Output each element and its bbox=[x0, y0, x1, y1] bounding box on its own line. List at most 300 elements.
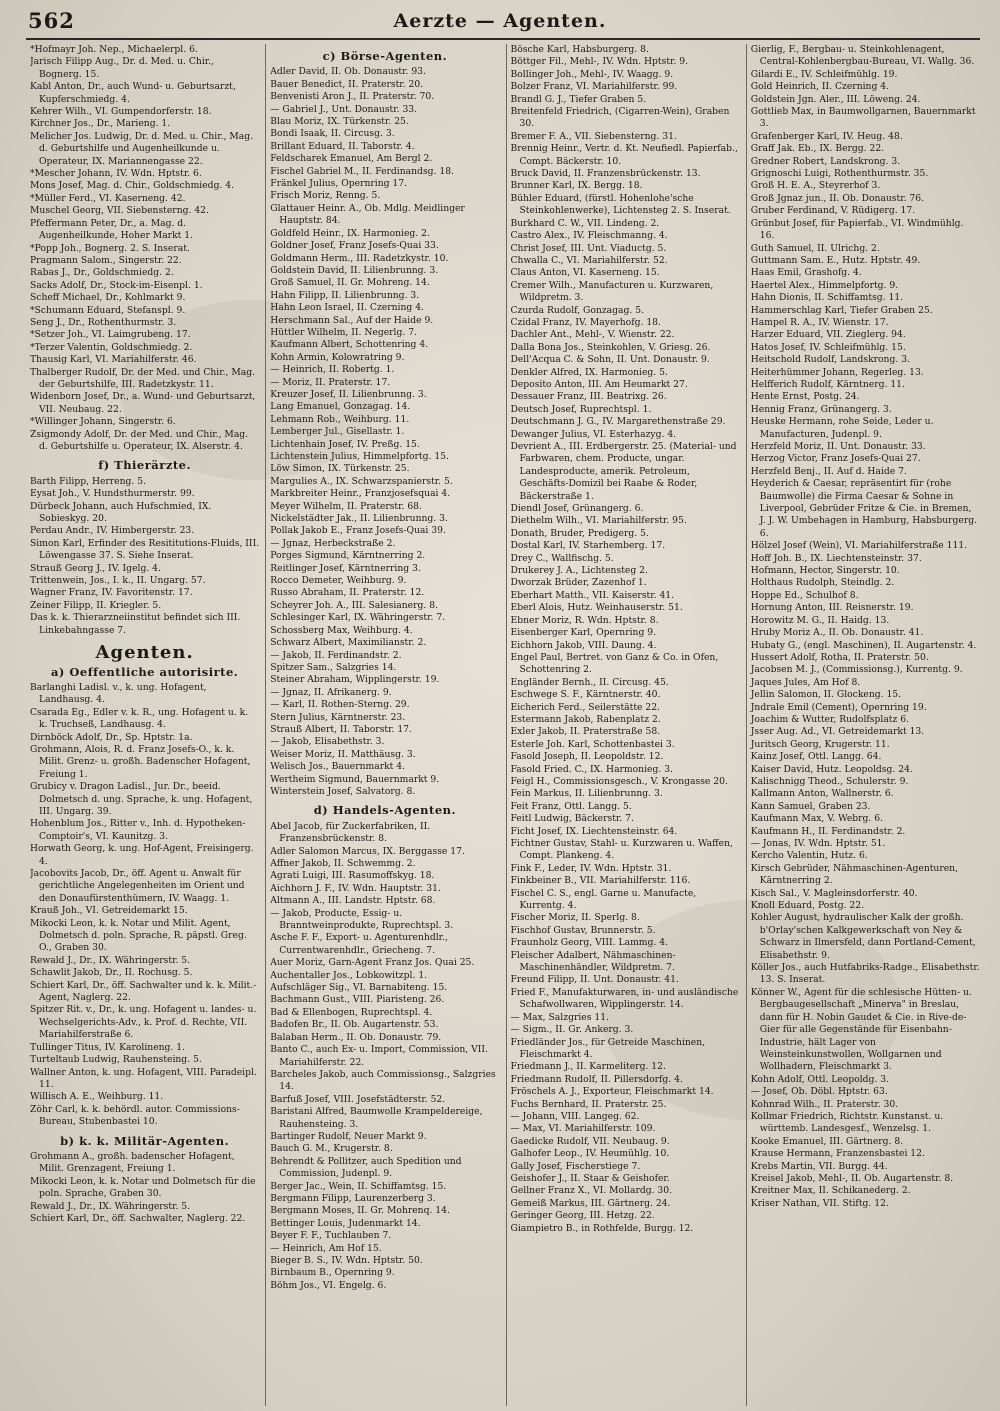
directory-entry: Feigl H., Commissionsgesch., V. Krongasse 20. bbox=[510, 775, 728, 787]
directory-entry: Bad & Ellenbogen, Ruprechtspl. 4. bbox=[270, 1006, 433, 1018]
directory-entry: Eysat Joh., V. Hundsthurmerstr. 99. bbox=[30, 488, 195, 500]
directory-entry: Behrendt & Pollitzer, auch Spedition und Commission, Judenpl. 9. bbox=[270, 1155, 462, 1180]
directory-entry: Jarisch Filipp Aug., Dr. d. Med. u. Chir., Bognerg. 15. bbox=[30, 56, 214, 80]
directory-entry: Böhm Jos., VI. Engelg. 6. bbox=[270, 1279, 387, 1291]
directory-entry: Goldstein David, II. Lilienbrunng. 3. bbox=[270, 264, 439, 276]
directory-entry: Nickelstädter Jak., II. Lilienbrunng. 3. bbox=[270, 513, 448, 525]
directory-entry: Kaufmann Albert, Schottenring 4. bbox=[270, 339, 429, 351]
directory-entry: Kann Samuel, Graben 23. bbox=[750, 800, 871, 812]
directory-entry: Benvenisti Aron J., II. Praterstr. 70. bbox=[270, 91, 435, 103]
directory-entry: Goldner Josef, Franz Josefs-Quai 33. bbox=[270, 240, 439, 252]
directory-entry: — Josef, Ob. Döbl. Hptstr. 63. bbox=[750, 1086, 888, 1098]
directory-entry: Giampietro B., in Rothfelde, Burgg. 12. bbox=[510, 1222, 694, 1234]
directory-entry: Barcheles Jakob, auch Commissionsg., Salzgries 14. bbox=[270, 1068, 496, 1093]
directory-entry: Kreuzer Josef, II. Lilienbrunng. 3. bbox=[270, 388, 427, 400]
section-heading: c) Börse-Agenten. bbox=[322, 49, 448, 63]
directory-entry: Eschwege S. F., Kärntnerstr. 40. bbox=[510, 689, 661, 701]
directory-entry: Kreitner Max, II. Schikanederg. 2. bbox=[750, 1185, 911, 1197]
directory-entry: Scheyrer Joh. A., III. Salesianerg. 8. bbox=[270, 599, 438, 611]
directory-entry: Simon Karl, Erfinder des Resititutions-Fluids, III. Löwengasse 37. S. Siehe Inserat. bbox=[30, 537, 260, 562]
directory-entry: Geishofer J., II. Staar & Geishofer. bbox=[510, 1172, 670, 1184]
directory-entry: Widenborn Josef, Dr., a. Wund- und Geburtsarzt, VII. Neubaug. 22. bbox=[30, 391, 256, 415]
directory-entry: Berger Jac., Wein, II. Schiffamtsg. 15. bbox=[270, 1180, 447, 1192]
directory-entry: Csarada Eg., Edler v. k. R., ung. Hofagent u. k. k. Truchseß, Landhausg. 4. bbox=[30, 706, 249, 731]
directory-entry: Bieger B. S., IV. Wdn. Hptstr. 50. bbox=[270, 1255, 423, 1266]
directory-entry: — Johann, VIII. Langeg. 62. bbox=[510, 1110, 640, 1122]
directory-entry: Jndrale Emil (Cement), Opernring 19. bbox=[750, 701, 927, 713]
directory-entry: Schiert Karl, Dr., öff. Sachwalter, Naglerg. 22. bbox=[30, 1212, 246, 1224]
directory-entry: Grohmann A., großh. badenscher Hofagent, Milit. Grenzagent, Freiung 1. bbox=[30, 1150, 235, 1175]
directory-entry: Grohmann, Alois, R. d. Franz Josefs-O., k. k. Milit. Grenz- u. großh. Badenscher Hofagent, Freiung 1. bbox=[30, 743, 251, 780]
directory-entry: Lemberger Jul., Gisellastr. 1. bbox=[270, 426, 405, 438]
directory-entry: Wagner Franz, IV. Favoritenstr. 17. bbox=[30, 587, 193, 599]
directory-entry: Kainz Josef, Ottl. Langg. 64. bbox=[750, 751, 882, 763]
directory-entry: Dworzak Brüder, Zazenhof 1. bbox=[510, 577, 647, 589]
directory-entry: Fischel Gabriel M., II. Ferdinandsg. 18. bbox=[270, 165, 454, 177]
directory-entry: Eisenberger Karl, Opernring 9. bbox=[510, 627, 657, 639]
directory-entry: *Popp Joh., Bognerg. 2. S. Inserat. bbox=[30, 242, 190, 254]
section-heading: a) Oeffentliche autorisirte. bbox=[50, 664, 239, 679]
directory-entry: Fichtner Gustav, Stahl- u. Kurzwaren u. Waffen, Compt. Plankeng. 4. bbox=[510, 838, 733, 862]
directory-entry: Schossberg Max, Weihburg. 4. bbox=[270, 624, 413, 636]
directory-entry: — Heinrich, Am Hof 15. bbox=[270, 1242, 382, 1254]
directory-entry: Abel Jacob, für Zuckerfabriken, II. Franzensbrückenstr. 8. bbox=[270, 820, 431, 845]
directory-entry: Gierlig, F., Bergbau- u. Steinkohlenagent, Central-Kohlenbergbau-Bureau, VI. Wallg. 36. bbox=[750, 44, 975, 68]
directory-entry: Hofmann, Hector, Singerstr. 10. bbox=[750, 565, 900, 577]
directory-entry: — Karl, II. Rothen-Sterng. 29. bbox=[270, 699, 410, 711]
directory-entry: Herzog Victor, Franz Josefs-Quai 27. bbox=[750, 453, 921, 465]
directory-entry: Hoff Joh. B., IX. Liechtensteinstr. 37. bbox=[750, 552, 922, 564]
directory-entry: Spitzer Rit. v., Dr., k. ung. Hofagent u. landes- u. Wechselgerichts-Adv., k. Prof. d. Rechte, VII. Mariahilferstraße 6. bbox=[30, 1004, 257, 1041]
directory-entry: *Schumann Eduard, Stefanspl. 9. bbox=[30, 304, 186, 316]
directory-entry: Fischel C. S., engl. Garne u. Manufacte, Kurrentg. 4. bbox=[510, 887, 697, 912]
directory-entry: Steiner Abraham, Wipplingerstr. 19. bbox=[270, 674, 440, 686]
directory-entry: Krause Hermann, Franzensbastei 12. bbox=[750, 1148, 925, 1160]
directory-entry: Mikocki Leon, k. k. Notar und Milit. Agent, Dolmetsch d. poln. Sprache, R. päpstl. Greg. O., Graben 30. bbox=[30, 917, 247, 954]
directory-entry: Adler David, II. Ob. Donaustr. 93. bbox=[270, 66, 426, 78]
directory-entry: Kohn Adolf, Ottl. Leopoldg. 3. bbox=[750, 1073, 890, 1085]
directory-entry: *Setzer Joh., VI. Laimgrubeng. 17. bbox=[30, 329, 191, 341]
directory-entry: Eicherich Ferd., Seilerstätte 22. bbox=[510, 701, 660, 713]
directory-entry: Beyer F. F., Tuchlauben 7. bbox=[270, 1230, 392, 1242]
directory-entry: Fasold Fried. C., IX. Harmonieg. 3. bbox=[510, 763, 673, 775]
directory-entry: Dell'Acqua C. & Sohn, II. Unt. Donaustr. 9. bbox=[510, 354, 710, 366]
directory-entry: Harzer Eduard, VII. Zieglerg. 94. bbox=[750, 329, 906, 341]
header-rule bbox=[26, 38, 980, 40]
directory-entry: Chwalla C., VI. Mariahilferstr. 52. bbox=[510, 254, 668, 266]
directory-entry: Devrient A., III. Erdbergerstr. 25. (Material- und Farbwaren, chem. Producte, ungar. Landesproducte, amerik. Petroleum, Geschäfts-Domizil bei Raabe & Roder, Bäckerstraße 1. bbox=[510, 441, 737, 502]
directory-entry: Haertel Alex., Himmelpfortg. 9. bbox=[750, 279, 899, 291]
directory-entry: Engländer Bernh., II. Circusg. 45. bbox=[510, 676, 669, 688]
directory-entry: Bühler Eduard, (fürstl. Hohenlohe'sche Steinkohlenwerke), Lichtensteg 2. S. Inserat. bbox=[510, 192, 731, 217]
directory-entry: Rocco Demeter, Weihburg. 9. bbox=[270, 575, 407, 587]
directory-entry: — Max, VI. Mariahilferstr. 109. bbox=[510, 1123, 656, 1135]
directory-entry: Exler Jakob, II. Praterstraße 58. bbox=[510, 726, 661, 738]
directory-entry: Hahn Filipp, II. Lilienbrunng. 3. bbox=[270, 289, 420, 301]
directory-entry: Kohnrad Wilh., II. Praterstr. 30. bbox=[750, 1098, 899, 1110]
directory-entry: Diendl Josef, Grünangerg. 6. bbox=[510, 503, 644, 515]
directory-entry: Auchentaller Jos., Lobkowitzpl. 1. bbox=[270, 969, 428, 981]
directory-entry: Groß Samuel, II. Gr. Mohreng. 14. bbox=[270, 277, 430, 289]
directory-entry: — Jakob, II. Ferdinandstr. 2. bbox=[270, 649, 402, 661]
directory-entry: Banto C., auch Ex- u. Import, Commission, VII. Mariahilferstr. 22. bbox=[270, 1044, 488, 1068]
directory-entry: Hahn Dionis, II. Schiffamtsg. 11. bbox=[750, 292, 904, 304]
directory-entry: Czidal Franz, IV. Mayerhofg. 18. bbox=[510, 316, 661, 328]
directory-entry: Friedmann J., II. Karmeliterg. 12. bbox=[510, 1061, 666, 1073]
directory-entry: Guttmann Sam. E., Hutz. Hptstr. 49. bbox=[750, 254, 921, 266]
directory-entry: Fischhof Gustav, Brunnerstr. 5. bbox=[510, 924, 656, 936]
directory-entry: Rewald J., Dr., IX. Währingerstr. 5. bbox=[30, 1200, 191, 1212]
text-columns bbox=[30, 44, 980, 1406]
directory-entry: *Willinger Johann, Singerstr. 6. bbox=[30, 416, 176, 428]
directory-entry: *Hofmayr Joh. Nep., Michaelerpl. 6. bbox=[30, 44, 198, 55]
directory-entry: Kriser Nathan, VII. Stiftg. 12. bbox=[750, 1197, 889, 1209]
section-heading: d) Handels-Agenten. bbox=[313, 803, 457, 818]
directory-entry: Holthaus Rudolph, Steindlg. 2. bbox=[750, 577, 895, 589]
directory-entry: Glattauer Heinr. A., Ob. Mdlg. Meidlinger Hauptstr. 84. bbox=[270, 202, 465, 227]
directory-entry: Feldscharek Emanuel, Am Bergl 2. bbox=[270, 153, 433, 165]
directory-entry: Rabas J., Dr., Goldschmiedg. 2. bbox=[30, 267, 174, 279]
directory-entry: Fasold Joseph, II. Leopoldstr. 12. bbox=[510, 751, 664, 763]
directory-entry: Groß H. E. A., Steyrerhof 3. bbox=[750, 180, 881, 192]
directory-entry: Meyer Wilhelm, II. Praterstr. 68. bbox=[270, 500, 422, 512]
directory-entry: Dirnböck Adolf, Dr., Sp. Hptstr. 1a. bbox=[30, 731, 193, 743]
directory-entry: Bruck David, II. Franzensbrückenstr. 13. bbox=[510, 168, 701, 180]
directory-entry: *Müller Ferd., VI. Kaserneng. 42. bbox=[30, 192, 186, 204]
directory-entry: Diethelm Wilh., VI. Mariahilferstr. 95. bbox=[510, 515, 687, 527]
directory-entry: Bauer Benedict, II. Praterstr. 20. bbox=[270, 78, 424, 90]
directory-entry: Markbreiter Heinr., Franzjosefsquai 4. bbox=[270, 488, 451, 500]
directory-entry: Fried F., Manufakturwaren, in- und ausländische Schafwollwaren, Wipplingerstr. 14. bbox=[510, 986, 739, 1011]
directory-entry: Herzfeld Moriz, II. Unt. Donaustr. 33. bbox=[750, 441, 926, 452]
directory-entry: Löw Simon, IX. Türkenstr. 25. bbox=[270, 463, 410, 475]
directory-entry: Breitenfeld Friedrich, (Cigarren-Wein), Graben 30. bbox=[510, 106, 730, 130]
directory-entry: Kohler August, hydraulischer Kalk der großh. b'Orlay'schen Kalkgewerkschaft von Ney & Schwarz in Ilmersfeld, dann Portland-Cement, Elisabethstr. 9. bbox=[750, 912, 976, 961]
column-2 bbox=[265, 44, 499, 1406]
directory-entry: Bremer F. A., VII. Siebensterng. 31. bbox=[510, 130, 677, 142]
directory-entry: Hennig Franz, Grünangerg. 3. bbox=[750, 403, 892, 415]
directory-entry: Thalberger Rudolf, Dr. der Med. und Chir., Mag. der Geburtshilfe, III. Radetzkystr. 11. bbox=[30, 366, 256, 390]
directory-entry: Fuchs Bernhard, II. Praterstr. 25. bbox=[510, 1098, 667, 1110]
directory-entry: Esterle Joh. Karl, Schottenbastei 3. bbox=[510, 738, 675, 750]
directory-entry: Spitzer Sam., Salzgries 14. bbox=[270, 661, 397, 673]
directory-entry: Birnbaum B., Opernring 9. bbox=[270, 1267, 395, 1279]
directory-entry: Cremer Wilh., Manufacturen u. Kurzwaren, Wildpretm. 3. bbox=[510, 279, 714, 304]
directory-entry: Gredner Robert, Landskrong. 3. bbox=[750, 155, 901, 167]
directory-entry: Kirsch Gebrüder, Nähmaschinen-Agenturen, Kärntnerring 2. bbox=[750, 862, 959, 887]
directory-entry: Gemeiß Markus, III. Gärtnerg. 24. bbox=[510, 1197, 671, 1209]
directory-entry: Friedländer Jos., für Getreide Maschinen, Fleischmarkt 4. bbox=[510, 1036, 706, 1060]
directory-entry: Galhofer Leop., IV. Heumühlg. 10. bbox=[510, 1148, 670, 1160]
directory-entry: Zöhr Carl, k. k. behördl. autor. Commissions-Bureau, Stubenbastei 10. bbox=[30, 1103, 240, 1128]
directory-entry: Claus Anton, VI. Kaserneng. 15. bbox=[510, 267, 660, 279]
directory-entry: Kreisel Jakob, Mehl-, II. Ob. Augartenstr. 8. bbox=[750, 1172, 954, 1184]
directory-entry: Pollak Jakob E., Franz Josefs-Quai 39. bbox=[270, 525, 446, 537]
directory-entry: Goldmann Herm., III. Radetzkystr. 10. bbox=[270, 252, 449, 264]
directory-entry: Jacobovits Jacob, Dr., öff. Agent u. Anwalt für gerichtliche Angelegenheiten im Orient und den Donaufürstenthümern, IV. Waagg. 1. bbox=[30, 868, 245, 904]
directory-entry: Estermann Jakob, Rabenplatz 2. bbox=[510, 713, 661, 725]
directory-entry: — Sigm., II. Gr. Ankerg. 3. bbox=[510, 1024, 634, 1036]
directory-entry: Perdau Andr., IV. Himbergerstr. 23. bbox=[30, 525, 195, 537]
directory-entry: Schawlit Jakob, Dr., II. Rochusg. 5. bbox=[30, 967, 193, 979]
directory-entry: Hahn Leon Israel, II. Czerning 4. bbox=[270, 302, 424, 314]
section-heading: Agenten. bbox=[95, 642, 194, 664]
directory-entry: Kallmann Anton, Wallnerstr. 6. bbox=[750, 788, 894, 800]
directory-entry: Heuske Hermann, rohe Seide, Leder u. Manufacturen, Judenpl. 9. bbox=[750, 416, 934, 440]
directory-entry: Melicher Jos. Ludwig, Dr. d. Med. u. Chir., Mag. d. Geburtshilfe und Augenheilkunde u. Operateur, IX. Mariannengasse 22. bbox=[30, 130, 254, 167]
directory-entry: Affner Jakob, II. Schwemmg. 2. bbox=[270, 858, 416, 869]
directory-entry: Trittenwein, Jos., I. k., II. Ungarg. 57. bbox=[30, 575, 206, 587]
directory-entry: Kalischnigg Theod., Schulerstr. 9. bbox=[750, 775, 909, 787]
directory-entry: Kirchner Jos., Dr., Marieng. 1. bbox=[30, 118, 171, 130]
directory-entry: Jsser Aug. Ad., VI. Getreidemarkt 13. bbox=[750, 726, 925, 738]
page-number: 562 bbox=[28, 8, 75, 33]
directory-entry: Heyderich & Caesar, repräsentirt für (rohe Baumwolle) die Firma Caesar & Sohne in Liverpool, Gebrüder Fritze & Cie. in Bremen, J. J. W. Umbehagen in Hamburg, Habsburgerg. 6. bbox=[750, 478, 978, 539]
directory-entry: Balaban Herm., II. Ob. Donaustr. 79. bbox=[270, 1031, 442, 1043]
directory-entry: Bergmann Filipp, Laurenzerberg 3. bbox=[270, 1192, 436, 1204]
directory-entry: Finkbeiner B., VII. Mariahilferstr. 116. bbox=[510, 875, 691, 887]
directory-entry: Reitlinger Josef, Kärntnerring 3. bbox=[270, 562, 421, 574]
directory-entry: *Terzer Valentin, Goldschmiedg. 2. bbox=[30, 341, 193, 353]
directory-entry: Bergmann Moses, II. Gr. Mohrenq. 14. bbox=[270, 1205, 450, 1217]
directory-entry: Gottlieb Max, in Baumwollgarnen, Bauernmarkt 3. bbox=[750, 106, 976, 130]
directory-entry: Hampel R. A., IV. Wienstr. 17. bbox=[750, 316, 889, 328]
column-4 bbox=[746, 44, 980, 1406]
directory-entry: — Jakob, Elisabethstr. 3. bbox=[270, 736, 385, 748]
directory-entry: Hüttler Wilhelm, II. Negerlg. 7. bbox=[270, 326, 417, 338]
directory-entry: Dachler Ant., Mehl-, V. Wienstr. 22. bbox=[510, 329, 675, 341]
directory-entry: — Jonas, IV. Wdn. Hptstr. 51. bbox=[750, 838, 886, 849]
directory-entry: Friedmann Rudolf, II. Pillersdorfg. 4. bbox=[510, 1073, 683, 1085]
directory-entry: Gellner Franz X., VI. Mollardg. 30. bbox=[510, 1185, 673, 1197]
directory-entry: Heitschold Rudolf, Landskrong. 3. bbox=[750, 354, 910, 366]
directory-entry: Bollinger Joh., Mehl-, IV. Waagg. 9. bbox=[510, 68, 674, 80]
directory-entry: Weiser Moriz, II. Matthäusg. 3. bbox=[270, 748, 416, 760]
directory-entry: Auer Moriz, Garn-Agent Franz Jos. Quai 25. bbox=[270, 957, 475, 969]
directory-entry: Christ Josef, III. Unt. Viaductg. 5. bbox=[510, 242, 667, 254]
directory-entry: Turteltaub Ludwig, Rauhensteing. 5. bbox=[30, 1054, 202, 1066]
directory-entry: Jaques Jules, Am Hof 8. bbox=[750, 676, 861, 688]
section-heading: f) Thierärzte. bbox=[98, 458, 191, 473]
directory-entry: Aichhorn J. F., IV. Wdn. Hauptstr. 31. bbox=[270, 882, 441, 894]
directory-entry: Winterstein Josef, Salvatorg. 8. bbox=[270, 785, 416, 797]
directory-entry: Lang Emanuel, Gonzagag. 14. bbox=[270, 401, 411, 413]
directory-entry: Drey C., Wallfischg. 5. bbox=[510, 552, 614, 564]
directory-entry: Bondi Isaak, II. Circusg. 3. bbox=[270, 128, 395, 140]
directory-entry: Eberl Alois, Hutz. Weinhauserstr. 51. bbox=[510, 602, 683, 614]
directory-entry: Fein Markus, II. Lilienbrunng. 3. bbox=[510, 788, 663, 800]
directory-entry: Hussert Adolf, Rotha, II. Praterstr. 50. bbox=[750, 651, 929, 663]
directory-entry: Kabl Anton, Dr., auch Wund- u. Geburtsarzt, Kupferschmiedg. 4. bbox=[30, 81, 236, 105]
directory-entry: Dürbeck Johann, auch Hufschmied, IX. Sobieskyg. 20. bbox=[30, 500, 212, 525]
directory-entry: Hubaty G., (engl. Maschinen), II. Augartenstr. 4. bbox=[750, 639, 977, 651]
directory-entry: Grünbut Josef, für Papierfab., VI. Windmühlg. 16. bbox=[750, 217, 964, 242]
column-1 bbox=[30, 44, 259, 1406]
directory-entry: Mikocki Leon, k. k. Notar und Dolmetsch für die poln. Sprache, Graben 30. bbox=[30, 1175, 256, 1200]
directory-entry: — Max, Salzgries 11. bbox=[510, 1011, 609, 1023]
directory-entry: Helfferich Rudolf, Kärntnerg. 11. bbox=[750, 378, 905, 390]
directory-entry: Köller Jos., auch Hutfabriks-Radge., Elisabethstr. 13. S. Inserat. bbox=[750, 962, 980, 986]
directory-entry: Das k. k. Thierarzneiinstitut befindet sich III. Linkebahngasse 7. bbox=[30, 612, 241, 636]
directory-entry: — Gabriel J., Unt. Donaustr. 33. bbox=[270, 103, 418, 115]
directory-entry: Tullinger Titus, IV. Karolineng. 1. bbox=[30, 1041, 186, 1053]
directory-entry: Bauch G. M., Krugerstr. 8. bbox=[270, 1143, 393, 1155]
directory-entry: Burkhard C. W., VII. Lindeng. 2. bbox=[510, 217, 660, 229]
directory-entry: Asche F. F., Export- u. Agenturenhdlr., Currentwarenhdlr., Griecheng. 7. bbox=[270, 932, 448, 956]
directory-entry: Herzfeld Benj., II. Auf d. Haide 7. bbox=[750, 465, 907, 477]
directory-entry: Bartinger Rudolf, Neuer Markt 9. bbox=[270, 1130, 427, 1142]
directory-entry: Eberhart Matth., VII. Kaiserstr. 41. bbox=[510, 589, 675, 601]
directory-entry: Pfeffermann Peter, Dr., a. Mag. d. Augenheilkunde, Hoher Markt 1. bbox=[30, 217, 194, 242]
directory-entry: Drukerey J. A., Lichtensteg 2. bbox=[510, 565, 648, 577]
directory-entry: Knoll Eduard, Postg. 22. bbox=[750, 900, 865, 912]
directory-entry: Fischer Moriz, II. Sperlg. 8. bbox=[510, 912, 640, 924]
directory-entry: Strauß Georg J., IV. Igelg. 4. bbox=[30, 562, 161, 574]
directory-entry: Deutschmann J. G., IV. Margarethenstraße 29. bbox=[510, 416, 726, 428]
directory-entry: Hohenblum Jos., Ritter v., Inh. d. Hypotheken-Comptoir's, VI. Kaunitzg. 3. bbox=[30, 818, 246, 842]
directory-entry: Baristani Alfred, Baumwolle Krampeldereige, Rauhensteing. 3. bbox=[270, 1106, 483, 1130]
directory-entry: Kooke Emanuel, III. Gärtnerg. 8. bbox=[750, 1135, 904, 1147]
section-heading: b) k. k. Militär-Agenten. bbox=[60, 1133, 230, 1148]
directory-entry: Hammerschlag Karl, Tiefer Graben 25. bbox=[750, 304, 933, 316]
directory-entry: Willisch A. E., Weihburg. 11. bbox=[30, 1091, 164, 1103]
directory-entry: Kehrer Wilh., VI. Gumpendorferstr. 18. bbox=[30, 106, 212, 118]
directory-entry: Hornung Anton, III. Reisnerstr. 19. bbox=[750, 602, 914, 614]
directory-entry: Barlanghi Ladisl. v., k. ung. Hofagent, Landhausg. 4. bbox=[30, 681, 207, 706]
directory-entry: Bettinger Louis, Judenmarkt 14. bbox=[270, 1217, 421, 1229]
directory-entry: Goldfeld Heinr., IX. Harmonieg. 2. bbox=[270, 227, 430, 239]
directory-entry: Guth Samuel, II. Ulrichg. 2. bbox=[750, 242, 880, 254]
directory-entry: Wallner Anton, k. ung. Hofagent, VIII. Paradeipl. 11. bbox=[30, 1066, 257, 1090]
directory-entry: Bösche Karl, Habsburgerg. 8. bbox=[510, 44, 649, 55]
directory-entry: Graff Jak. Eb., IX. Bergg. 22. bbox=[750, 143, 885, 155]
directory-entry: Schwarz Albert, Maximilianstr. 2. bbox=[270, 637, 427, 649]
running-head: Aerzte — Agenten. bbox=[393, 10, 607, 32]
directory-entry: — Moriz, II. Praterstr. 17. bbox=[270, 376, 391, 388]
directory-entry: Bachmann Gust., VIII. Piaristeng. 26. bbox=[270, 994, 445, 1006]
directory-entry: Thausig Karl, VI. Mariahilferstr. 46. bbox=[30, 354, 197, 366]
directory-entry: — Jgnaz, Herbeckstraße 2. bbox=[270, 537, 396, 549]
directory-entry: Lehmann Rob., Weihburg. 11. bbox=[270, 413, 410, 425]
directory-entry: Altmann A., III. Landstr. Hptstr. 68. bbox=[270, 895, 436, 907]
directory-entry: Strauß Albert, II. Taborstr. 17. bbox=[270, 723, 412, 735]
directory-entry: Castro Alex., IV. Fleischmanng. 4. bbox=[510, 230, 668, 242]
directory-entry: Dessauer Franz, III. Beatrixg. 26. bbox=[510, 391, 667, 403]
directory-entry: Horwath Georg, k. ung. Hof-Agent, Freisingerg. 4. bbox=[30, 843, 254, 867]
directory-entry: Dostal Karl, IV. Starhemberg. 17. bbox=[510, 540, 666, 552]
directory-entry: Joachim & Wutter, Rudolfsplatz 6. bbox=[750, 713, 910, 725]
directory-entry: Juritsch Georg, Krugerstr. 11. bbox=[750, 738, 890, 750]
directory-entry: Krebs Martin, VII. Burgg. 44. bbox=[750, 1160, 888, 1172]
directory-entry: Horowitz M. G., II. Haidg. 13. bbox=[750, 614, 890, 626]
directory-entry: Kaufmann Max, V. Webrg. 6. bbox=[750, 813, 884, 825]
directory-entry: Kisch Sal., V. Magleinsdorferstr. 40. bbox=[750, 887, 918, 899]
directory-entry: Gilardi E., IV. Schleifmühlg. 19. bbox=[750, 68, 898, 80]
directory-entry: Hente Ernst, Postg. 24. bbox=[750, 391, 860, 403]
directory-entry: Hruby Moriz A., II. Ob. Donaustr. 41. bbox=[750, 627, 924, 639]
directory-entry: Frisch Moriz, Renng. 5. bbox=[270, 190, 381, 202]
directory-entry: Fraunholz Georg, VIII. Lammg. 4. bbox=[510, 937, 669, 949]
directory-entry: Krauß Joh., VI. Getreidemarkt 15. bbox=[30, 905, 188, 917]
directory-entry: Gaedicke Rudolf, VII. Neubaug. 9. bbox=[510, 1135, 670, 1147]
directory-entry: Russo Abraham, II. Praterstr. 12. bbox=[270, 587, 425, 599]
directory-entry: Mons Josef, Mag. d. Chir., Goldschmiedg. 4. bbox=[30, 180, 235, 192]
directory-entry: Hatos Josef, IV. Schleifmühlg. 15. bbox=[750, 341, 906, 353]
directory-entry: Aufschläger Sig., VI. Barnabiteng. 15. bbox=[270, 982, 448, 994]
directory-entry: Gally Josef, Fischerstiege 7. bbox=[510, 1160, 641, 1172]
directory-entry: Blau Moriz, IX. Türkenstr. 25. bbox=[270, 116, 409, 128]
directory-entry: Fröschels A. J., Exporteur, Fleischmarkt 14. bbox=[510, 1086, 714, 1098]
directory-entry: Adler Salomon Marcus, IX. Berggasse 17. bbox=[270, 845, 465, 857]
directory-entry: Czurda Rudolf, Gonzagag. 5. bbox=[510, 304, 645, 316]
directory-entry: Ebner Moriz, R. Wdn. Hptstr. 8. bbox=[510, 614, 659, 626]
directory-entry: Ficht Josef, IX. Liechtensteinstr. 64. bbox=[510, 825, 678, 837]
directory-entry: Könner W., Agent für die schlesische Hütten- u. Bergbaugesellschaft „Minerva" in Breslau, dann für H. Nobin Gaudet & Cie. in Rive-de-Gier für alle Gegenstände für Eisenbahn-Industrie, hält Lager von Weinsteinkunstwollen, Wollgarnen und Wollhadern, Fleischmarkt 3. bbox=[750, 986, 972, 1073]
directory-entry: Böttger Fil., Mehl-, IV. Wdn. Hptstr. 9. bbox=[510, 56, 689, 68]
directory-entry: Gold Heinrich, II. Czerning 4. bbox=[750, 81, 890, 93]
directory-entry: Brandl G. J., Tiefer Graben 5. bbox=[510, 93, 647, 105]
directory-entry: Schiert Karl, Dr., öff. Sachwalter und k. k. Milit.-Agent, Naglerg. 22. bbox=[30, 979, 257, 1004]
directory-entry: Stern Julius, Kärntnerstr. 23. bbox=[270, 711, 406, 723]
directory-entry: Jellin Salomon, II. Glockeng. 15. bbox=[750, 689, 902, 701]
directory-entry: Kohn Armin, Kolowratring 9. bbox=[270, 351, 405, 363]
directory-entry: Dalla Bona Jos., Steinkohlen, V. Griesg. 26. bbox=[510, 341, 711, 353]
directory-entry: Engel Paul, Bertret. von Ganz & Co. in Ofen, Schottenring 2. bbox=[510, 651, 719, 676]
directory-entry: Sacks Adolf, Dr., Stock-im-Eisenpl. 1. bbox=[30, 279, 203, 291]
directory-entry: Grignoschi Luigi, Rothenthurmstr. 35. bbox=[750, 168, 929, 180]
directory-entry: Badofen Br., II. Ob. Augartenstr. 53. bbox=[270, 1019, 439, 1031]
directory-entry: Kaufmann H., II. Ferdinandstr. 2. bbox=[750, 825, 906, 837]
directory-entry: Fink F., Leder, IV. Wdn. Hptstr. 31. bbox=[510, 862, 672, 874]
directory-entry: Hoppe Ed., Schulhof 8. bbox=[750, 589, 859, 601]
directory-entry: Deposito Anton, III. Am Heumarkt 27. bbox=[510, 378, 688, 390]
directory-entry: Grafenberger Karl, IV. Heug. 48. bbox=[750, 130, 903, 142]
directory-entry: Fränkel Julius, Opernring 17. bbox=[270, 178, 408, 190]
directory-entry: Haas Emil, Grashofg. 4. bbox=[750, 267, 862, 279]
directory-entry: Feit Franz, Ottl. Langg. 5. bbox=[510, 800, 632, 812]
directory-entry: Wertheim Sigmund, Bauernmarkt 9. bbox=[270, 773, 440, 785]
directory-entry: Kaiser David, Hutz. Leopoldsg. 24. bbox=[750, 763, 913, 775]
directory-entry: Lichtenstein Julius, Himmelpfortg. 15. bbox=[270, 451, 449, 462]
directory-entry: Gruber Ferdinand, V. Rüdigerg. 17. bbox=[750, 205, 916, 217]
directory-entry: — Jakob, Producte, Essig- u. Branntweinprodukte, Ruprechtspl. 3. bbox=[270, 907, 454, 932]
directory-entry: Bolzer Franz, VI. Mariahilferstr. 99. bbox=[510, 81, 678, 93]
directory-entry: Goldstein Jgn. Aler., III. Löweng. 24. bbox=[750, 93, 921, 105]
directory-entry: Rewald J., Dr., IX. Währingerstr. 5. bbox=[30, 954, 191, 966]
directory-entry: Kercho Valentin, Hutz. 6. bbox=[750, 850, 868, 862]
directory-entry: Donath, Bruder, Predigerg. 5. bbox=[510, 527, 649, 539]
directory-entry: Deutsch Josef, Ruprechtspl. 1. bbox=[510, 403, 652, 415]
directory-entry: Pragmann Salom., Singerstr. 22. bbox=[30, 254, 182, 266]
directory-entry: — Heinrich, II. Robertg. 1. bbox=[270, 364, 395, 376]
directory-entry: Kollmar Friedrich, Richtstr. Kunstanst. u. württemb. Landesgesf., Wenzelsg. 1. bbox=[750, 1110, 944, 1135]
directory-entry: Muschel Georg, VII. Siebensterng. 42. bbox=[30, 205, 209, 217]
directory-entry: Barfuß Josef, VIII. Josefstädterstr. 52. bbox=[270, 1093, 446, 1105]
directory-entry: Jacobsen M. J., (Commissionsg.), Kurrentg. 9. bbox=[750, 664, 963, 676]
directory-entry: *Mescher Johann, IV. Wdn. Hptstr. 6. bbox=[30, 168, 202, 180]
directory-entry: Scheff Michael, Dr., Kohlmarkt 9. bbox=[30, 292, 186, 304]
column-3 bbox=[506, 44, 740, 1406]
directory-entry: Seng J., Dr., Rothenthurmstr. 3. bbox=[30, 316, 177, 328]
directory-entry: Brennig Heinr., Vertr. d. Kt. Neufiedl. Papierfab., Compt. Bäckerstr. 10. bbox=[510, 143, 738, 167]
directory-entry: Heiterhümmer Johann, Regerleg. 13. bbox=[750, 366, 924, 378]
directory-entry: Geringer Georg, III. Hetzg. 22. bbox=[510, 1210, 655, 1222]
directory-entry: Welisch Jos., Bauernmarkt 4. bbox=[270, 761, 406, 773]
directory-entry: Grubicy v. Dragon Ladisl., Jur. Dr., beeid. Dolmetsch d. ung. Sprache, k. ung. Hofagent, III. Ungarg. 39. bbox=[30, 781, 253, 817]
directory-entry: Margulies A., IX. Schwarzspanierstr. 5. bbox=[270, 475, 453, 487]
directory-entry: Lichtenhain Josef, IV. Preßg. 15. bbox=[270, 438, 420, 450]
directory-entry: Zeiner Filipp, II. Kriegler. 5. bbox=[30, 599, 162, 611]
